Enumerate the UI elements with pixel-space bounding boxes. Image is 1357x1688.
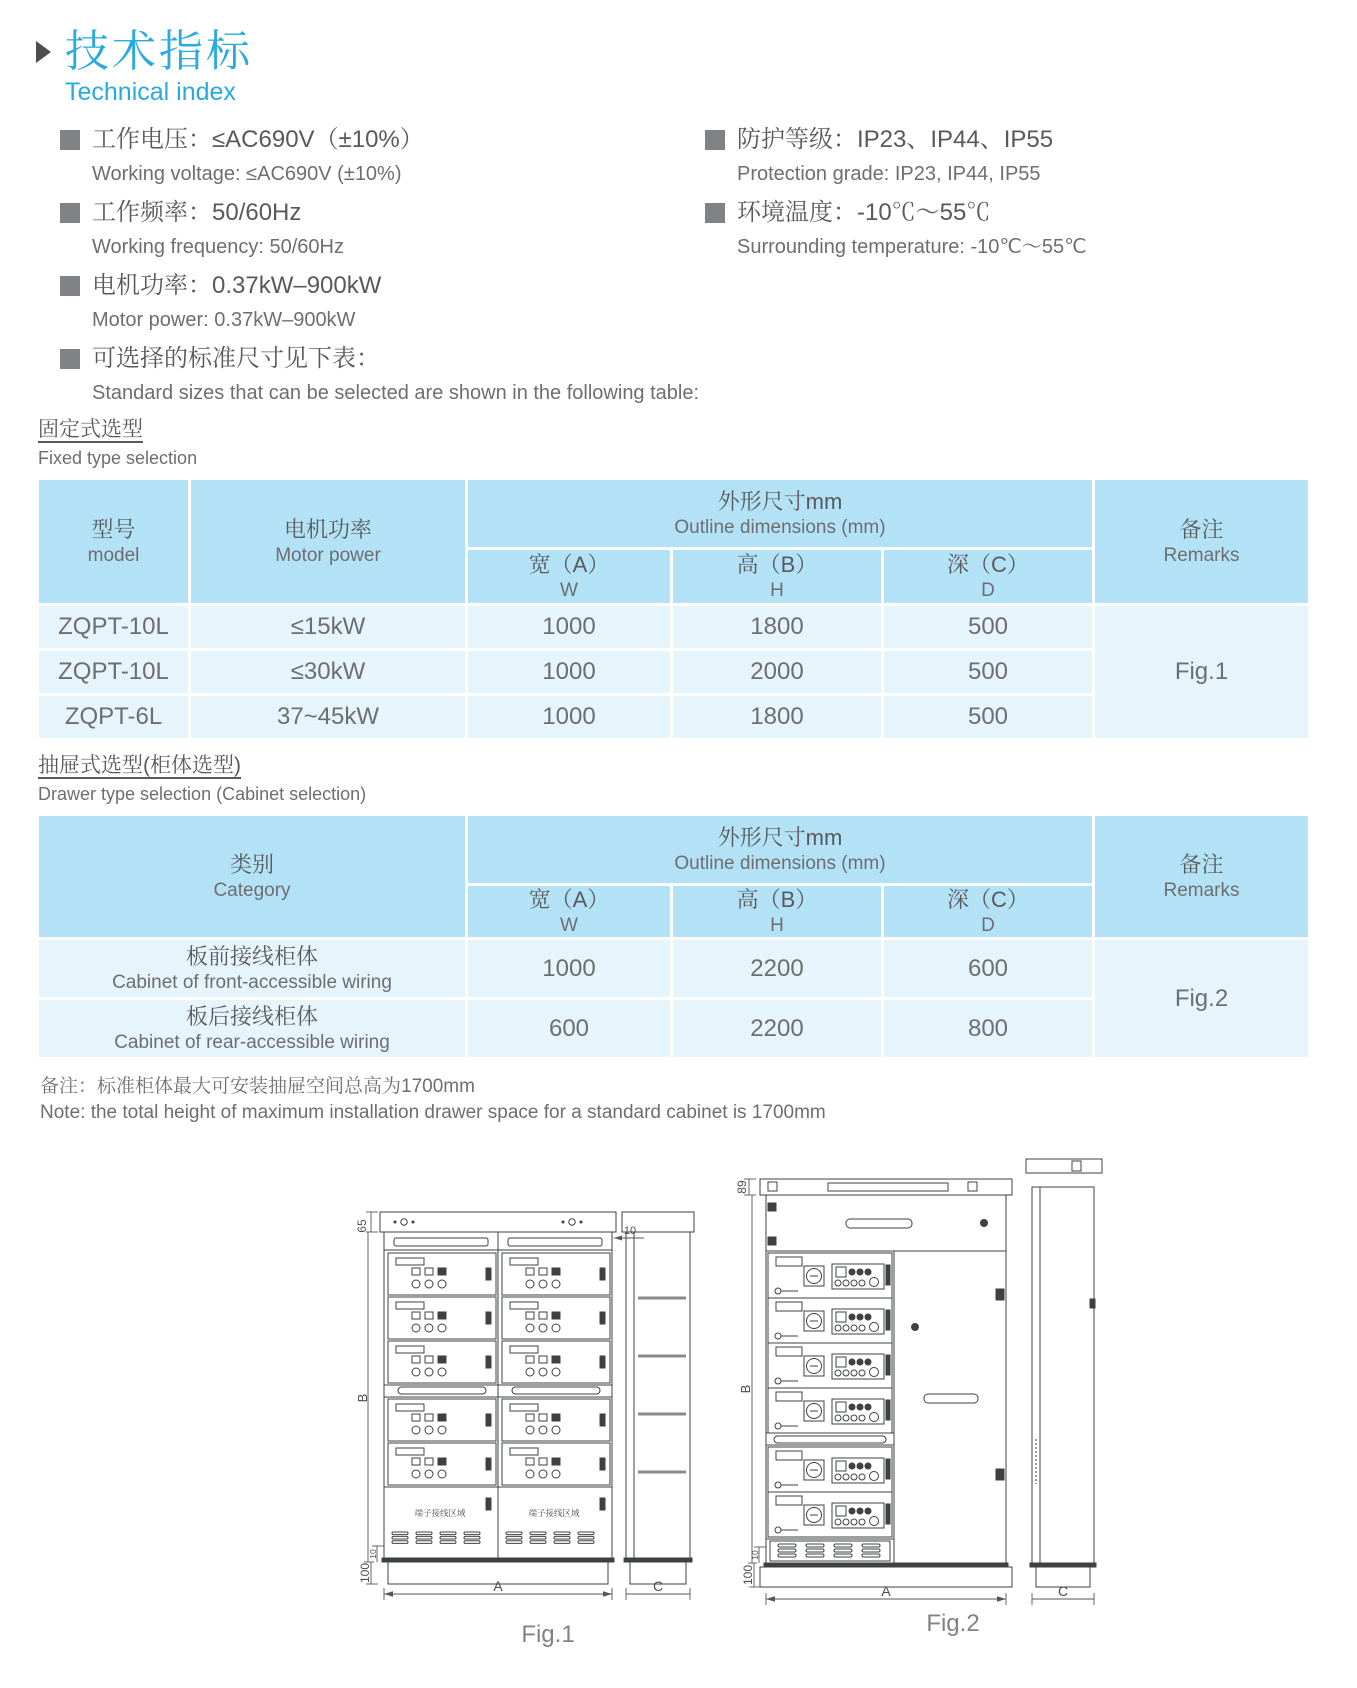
spec-en-text: Standard sizes that can be selected are shown in the following table:: [92, 382, 700, 404]
fig2-dim-height: B: [738, 1384, 753, 1394]
col-header-outline-en: Outline dimensions (mm): [674, 517, 886, 538]
col-header-motor-power-zh: 电机功率: [283, 517, 372, 542]
cell-depth: 500: [883, 605, 1094, 650]
fig1-terminal-area-label-right: 端子接线区域: [528, 1508, 580, 1518]
spec-item-protection-grade: [705, 125, 1357, 186]
bullet-square-icon: [705, 130, 725, 150]
cell-category: [38, 999, 467, 1059]
col-header-motor-power: [190, 479, 467, 605]
col-header-depth: [883, 549, 1094, 605]
col-header-width-zh: 宽（A）: [528, 887, 610, 912]
col-header-outline-en: Outline dimensions (mm): [674, 853, 886, 874]
fig1-dimension-lines: [364, 1212, 690, 1600]
specs-section: [60, 125, 1357, 344]
col-header-remarks-zh: 备注: [1179, 517, 1224, 542]
spec-zh-text: 工作频率：50/60Hz: [92, 199, 302, 226]
bullet-square-icon: [60, 203, 80, 223]
col-header-model-zh: 型号: [91, 517, 136, 542]
col-header-depth-en: D: [981, 580, 995, 601]
col-header-outline-dimensions: [467, 815, 1094, 885]
col-header-height-zh: 高（B）: [736, 887, 818, 912]
fig1-side-view: [622, 1212, 694, 1584]
cell-height: 2200: [672, 999, 883, 1059]
cell-width: 1000: [467, 605, 672, 650]
col-header-height-zh: 高（B）: [736, 552, 818, 577]
cell-category-en: Cabinet of front-accessible wiring: [112, 972, 392, 993]
cell-remark-fig2: Fig.2: [1094, 939, 1310, 1059]
table-note-en: Note: the total height of maximum installation drawer space for a standard cabinet is 1700mm: [40, 1102, 826, 1123]
cell-model: ZQPT-6L: [38, 695, 190, 740]
col-header-depth-en: D: [981, 915, 995, 936]
spec-item-motor-power: [60, 271, 705, 332]
cell-width: 600: [467, 999, 672, 1059]
col-header-width-en: W: [560, 915, 578, 936]
drawer-table-caption-zh: 抽屉式选型(柜体选型): [38, 754, 241, 777]
spec-en-text: Protection grade: IP23, IP44, IP55: [737, 163, 1041, 185]
col-header-depth-zh: 深（C）: [947, 887, 1029, 912]
spec-zh-text: 电机功率：0.37kW–900kW: [92, 272, 382, 299]
col-header-motor-power-en: Motor power: [275, 545, 381, 566]
col-header-remarks-zh: 备注: [1179, 852, 1224, 877]
fig1-front-view: [380, 1212, 616, 1584]
col-header-width: [467, 885, 672, 939]
specs-right-column: [705, 125, 1357, 344]
fig1-dim-plinth: 100: [358, 1562, 372, 1584]
fig1-cabinet-drawing: [355, 1198, 698, 1653]
fixed-table-caption: [38, 417, 1357, 469]
bullet-square-icon: [60, 276, 80, 296]
fig2-dim-plinth: 100: [741, 1564, 755, 1586]
fig1-dim-top-right: 10: [623, 1225, 637, 1237]
fig1-dim-depth: C: [652, 1578, 664, 1594]
col-header-outline-dimensions: [467, 479, 1094, 549]
col-header-category-en: Category: [213, 880, 291, 901]
cell-power: ≤30kW: [190, 650, 467, 695]
drawer-type-table: [36, 813, 1311, 1060]
table-note: [40, 1074, 1357, 1126]
table-note-zh: 备注：标准柜体最大可安装抽屉空间总高为1700mm: [40, 1076, 475, 1097]
bullet-square-icon: [60, 130, 80, 150]
col-header-height-en: H: [770, 915, 784, 936]
cell-power: 37~45kW: [190, 695, 467, 740]
cell-category-zh: 板前接线柜体: [185, 944, 318, 969]
fixed-table-caption-en: Fixed type selection: [38, 448, 198, 468]
cell-depth: 500: [883, 695, 1094, 740]
spec-zh-text: 防护等级：IP23、IP44、IP55: [737, 126, 1054, 153]
cell-model: ZQPT-10L: [38, 605, 190, 650]
col-header-depth-zh: 深（C）: [947, 552, 1029, 577]
spec-zh-text: 环境温度：-10℃～55℃: [737, 199, 991, 226]
col-header-width: [467, 549, 672, 605]
cell-category: [38, 939, 467, 999]
fig2-dim-width: A: [881, 1583, 891, 1599]
cell-depth: 600: [883, 939, 1094, 999]
fig1-dim-width: A: [493, 1578, 503, 1594]
spec-en-text: Motor power: 0.37kW–900kW: [92, 309, 356, 331]
fig2-dim-depth: C: [1057, 1583, 1069, 1599]
fig1-dim-height: B: [355, 1393, 370, 1403]
spec-zh-text: 工作电压：≤AC690V（±10%）: [92, 126, 424, 153]
drawer-table-caption: [38, 753, 1357, 805]
table-row: [38, 605, 1310, 650]
col-header-model: [38, 479, 190, 605]
fig2-label: Fig.2: [926, 1610, 980, 1637]
col-header-remarks-en: Remarks: [1163, 880, 1240, 901]
col-header-height-en: H: [770, 580, 784, 601]
fig1-label: Fig.1: [521, 1621, 575, 1648]
fig1-dim-bottom-small: 10: [368, 1549, 378, 1559]
cell-power: ≤15kW: [190, 605, 467, 650]
cell-height: 2200: [672, 939, 883, 999]
spec-item-working-voltage: [60, 125, 705, 186]
section-arrow-icon: [36, 41, 51, 63]
spec-item-surrounding-temperature: [705, 198, 1357, 259]
cell-depth: 800: [883, 999, 1094, 1059]
col-header-outline-zh: 外形尺寸mm: [717, 489, 843, 514]
drawer-table-caption-en: Drawer type selection (Cabinet selection): [38, 784, 367, 804]
fixed-table-caption-zh: 固定式选型: [38, 418, 143, 441]
cell-remark-fig1: Fig.1: [1094, 605, 1310, 740]
cell-category-zh: 板后接线柜体: [185, 1004, 318, 1029]
figures-area: [0, 1128, 1357, 1658]
specs-left-column: [60, 125, 705, 344]
col-header-height: [672, 885, 883, 939]
col-header-width-en: W: [560, 580, 578, 601]
spec-en-text: Working frequency: 50/60Hz: [92, 236, 344, 258]
fig2-dim-bottom-small: 10: [750, 1550, 760, 1560]
page-subtitle: Technical index: [65, 78, 236, 106]
cell-depth: 500: [883, 650, 1094, 695]
col-header-category: [38, 815, 467, 939]
col-header-width-zh: 宽（A）: [528, 552, 610, 577]
col-header-height: [672, 549, 883, 605]
cell-width: 1000: [467, 650, 672, 695]
col-header-model-en: model: [87, 545, 140, 566]
col-header-remarks: [1094, 815, 1310, 939]
cell-width: 1000: [467, 939, 672, 999]
fig1-dim-top: 65: [355, 1219, 369, 1233]
technical-index-page: [0, 28, 1357, 1688]
fixed-type-table: [36, 477, 1311, 741]
page-header: [36, 28, 1357, 107]
spec-zh-text: 可选择的标准尺寸见下表：: [92, 345, 380, 372]
col-header-remarks: [1094, 479, 1310, 605]
cell-width: 1000: [467, 695, 672, 740]
spec-en-text: Working voltage: ≤AC690V (±10%): [92, 163, 402, 185]
bullet-square-icon: [60, 349, 80, 369]
cell-height: 1800: [672, 605, 883, 650]
fig1-terminal-area-label-left: 端子接线区域: [414, 1508, 466, 1518]
fig2-dim-top: 89: [735, 1180, 749, 1194]
fig2-cabinet-drawing: [728, 1149, 1108, 1639]
fig2-front-view: [760, 1179, 1012, 1587]
fig2-side-view: [1026, 1159, 1102, 1587]
bullet-square-icon: [705, 203, 725, 223]
col-header-remarks-en: Remarks: [1163, 545, 1240, 566]
cell-category-en: Cabinet of rear-accessible wiring: [114, 1032, 390, 1053]
standard-sizes-intro: [60, 344, 1357, 405]
cell-model: ZQPT-10L: [38, 650, 190, 695]
spec-item-working-frequency: [60, 198, 705, 259]
table-row: [38, 939, 1310, 999]
spec-en-text: Surrounding temperature: -10℃～55℃: [737, 236, 1087, 258]
cell-height: 1800: [672, 695, 883, 740]
page-title: 技术指标: [65, 27, 253, 76]
col-header-outline-zh: 外形尺寸mm: [717, 825, 843, 850]
col-header-depth: [883, 885, 1094, 939]
cell-height: 2000: [672, 650, 883, 695]
col-header-category-zh: 类别: [229, 852, 274, 877]
